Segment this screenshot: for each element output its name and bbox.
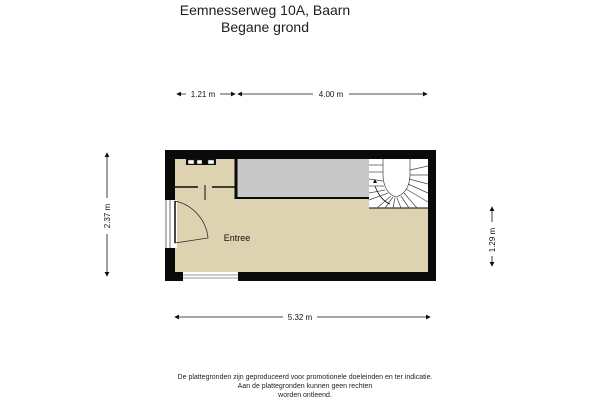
window-bottom-left bbox=[183, 272, 238, 281]
void-area bbox=[237, 159, 369, 198]
disclaimer-line-1: De plattegronden zijn geproduceerd voor promotionele doeleinden en ter indicatie. bbox=[177, 374, 433, 381]
dimension-right bbox=[485, 207, 499, 266]
address-title: Eemnesserweg 10A, Baarn bbox=[179, 2, 351, 18]
staircase bbox=[369, 159, 428, 208]
disclaimer-line-2: Aan de plattegronden kunnen geen rechten bbox=[237, 383, 373, 390]
disclaimer bbox=[140, 373, 470, 400]
meter-icon bbox=[186, 159, 216, 165]
dimension-label-right: 1.29 m bbox=[488, 227, 497, 253]
disclaimer-line-3: worden ontleend. bbox=[278, 392, 332, 399]
dimension-top-left bbox=[177, 88, 235, 100]
room-label-entrance: Entree bbox=[223, 233, 251, 243]
dimension-label-bottom: 5.32 m bbox=[287, 313, 313, 322]
floor-title: Begane grond bbox=[221, 19, 309, 35]
dimension-label-top-left: 1.21 m bbox=[190, 90, 216, 99]
dimension-top-right bbox=[238, 88, 427, 100]
dimension-label-top-right: 4.00 m bbox=[318, 90, 344, 99]
dimension-left bbox=[100, 153, 114, 276]
dimension-bottom bbox=[175, 311, 430, 323]
dimension-label-left: 2.37 m bbox=[103, 203, 112, 229]
